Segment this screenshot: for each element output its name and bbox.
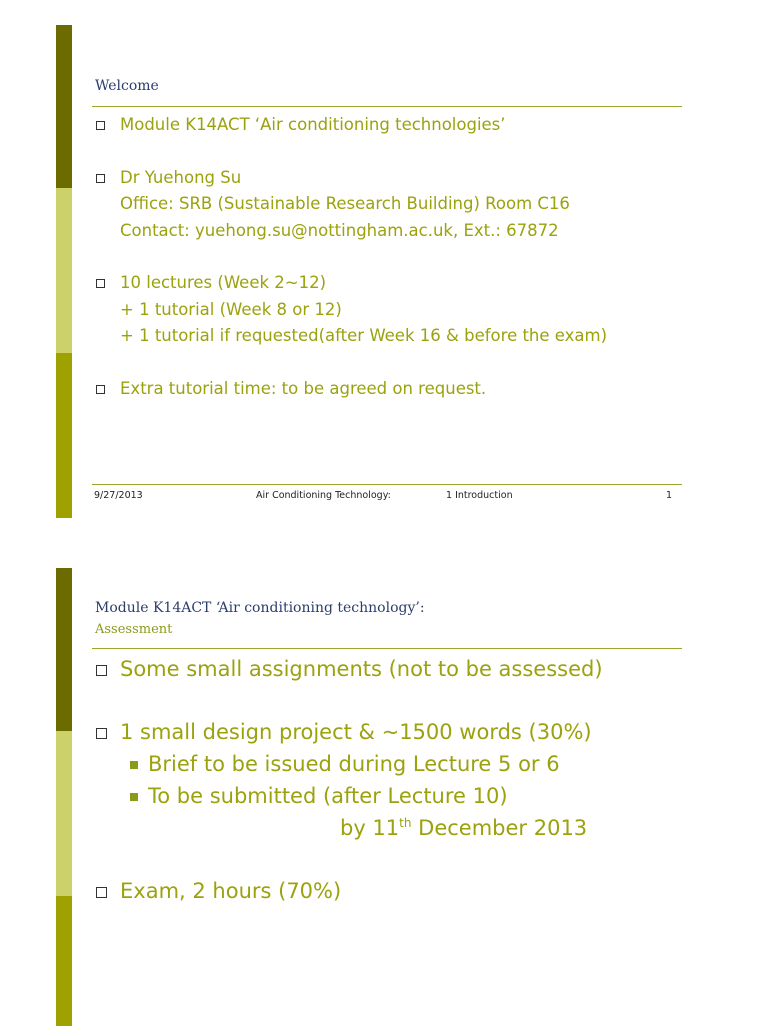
hollow-square-bullet-icon bbox=[96, 121, 105, 130]
footer-date: 9/27/2013 bbox=[94, 490, 143, 501]
footer-section: 1 Introduction bbox=[446, 490, 513, 501]
bullet-line: Office: SRB (Sustainable Research Building) Room C16 bbox=[120, 194, 570, 213]
title-rule bbox=[92, 106, 682, 107]
slide-footer bbox=[92, 484, 682, 501]
side-bar-dark-segment bbox=[56, 568, 72, 731]
sub-bullet-item bbox=[120, 748, 603, 780]
slide-2-side-bar bbox=[56, 568, 72, 1026]
side-bar-light-segment bbox=[56, 188, 72, 353]
bullet-item bbox=[96, 875, 603, 907]
bullet-line: Dr Yuehong Su bbox=[120, 167, 242, 187]
hollow-square-bullet-icon bbox=[96, 887, 107, 898]
bullet-line: Contact: yuehong.su@nottingham.ac.uk, Ext.: 67872 bbox=[120, 220, 559, 240]
filled-square-bullet-icon bbox=[130, 761, 138, 769]
sub-bullet-line: To be submitted (after Lecture 10) bbox=[148, 784, 508, 808]
deadline-suffix: December 2013 bbox=[411, 816, 588, 840]
slide-2-bullet-list bbox=[96, 653, 603, 938]
side-bar-mid-segment bbox=[56, 896, 72, 1026]
slide-1-title: Welcome bbox=[95, 78, 159, 94]
bullet-line: Module K14ACT ‘Air conditioning technologies’ bbox=[120, 115, 506, 134]
side-bar-light-segment bbox=[56, 731, 72, 896]
hollow-square-bullet-icon bbox=[96, 385, 105, 394]
sub-bullet-line: Brief to be issued during Lecture 5 or 6 bbox=[148, 752, 560, 776]
sub-bullet-list bbox=[120, 748, 603, 844]
hollow-square-bullet-icon bbox=[96, 665, 107, 676]
footer-page-number: 1 bbox=[665, 490, 672, 501]
deadline-superscript: th bbox=[399, 816, 412, 830]
sub-bullet-item bbox=[120, 780, 603, 844]
slide-1-side-bar bbox=[56, 25, 72, 518]
bullet-line: Exam, 2 hours (70%) bbox=[120, 879, 342, 903]
deadline-prefix: by 11 bbox=[340, 816, 400, 840]
hollow-square-bullet-icon bbox=[96, 728, 107, 739]
bullet-item bbox=[96, 653, 603, 685]
bullet-line: + 1 tutorial if requested(after Week 16 & before the exam) bbox=[120, 326, 608, 345]
bullet-item bbox=[96, 165, 607, 245]
bullet-item bbox=[96, 376, 607, 403]
bullet-line: Extra tutorial time: to be agreed on request. bbox=[120, 378, 487, 398]
footer-course: Air Conditioning Technology: bbox=[256, 490, 391, 501]
bullet-item bbox=[96, 270, 607, 350]
slide-1-bullet-list bbox=[96, 112, 607, 428]
side-bar-dark-segment bbox=[56, 25, 72, 188]
hollow-square-bullet-icon bbox=[96, 174, 105, 183]
side-bar-mid-segment bbox=[56, 353, 72, 518]
slide-2-title: Module K14ACT ‘Air conditioning technology’: bbox=[95, 600, 425, 616]
bullet-line: 10 lectures (Week 2~12) bbox=[120, 273, 327, 292]
bullet-line: + 1 tutorial (Week 8 or 12) bbox=[120, 299, 342, 319]
slide-2-subtitle: Assessment bbox=[95, 622, 173, 637]
bullet-line: Some small assignments (not to be assessed) bbox=[120, 657, 603, 681]
bullet-line: 1 small design project & ~1500 words (30%) bbox=[120, 720, 592, 744]
filled-square-bullet-icon bbox=[130, 793, 138, 801]
bullet-item bbox=[96, 716, 603, 844]
deadline-line bbox=[148, 812, 603, 844]
bullet-item bbox=[96, 112, 607, 139]
hollow-square-bullet-icon bbox=[96, 279, 105, 288]
title-rule bbox=[92, 648, 682, 649]
